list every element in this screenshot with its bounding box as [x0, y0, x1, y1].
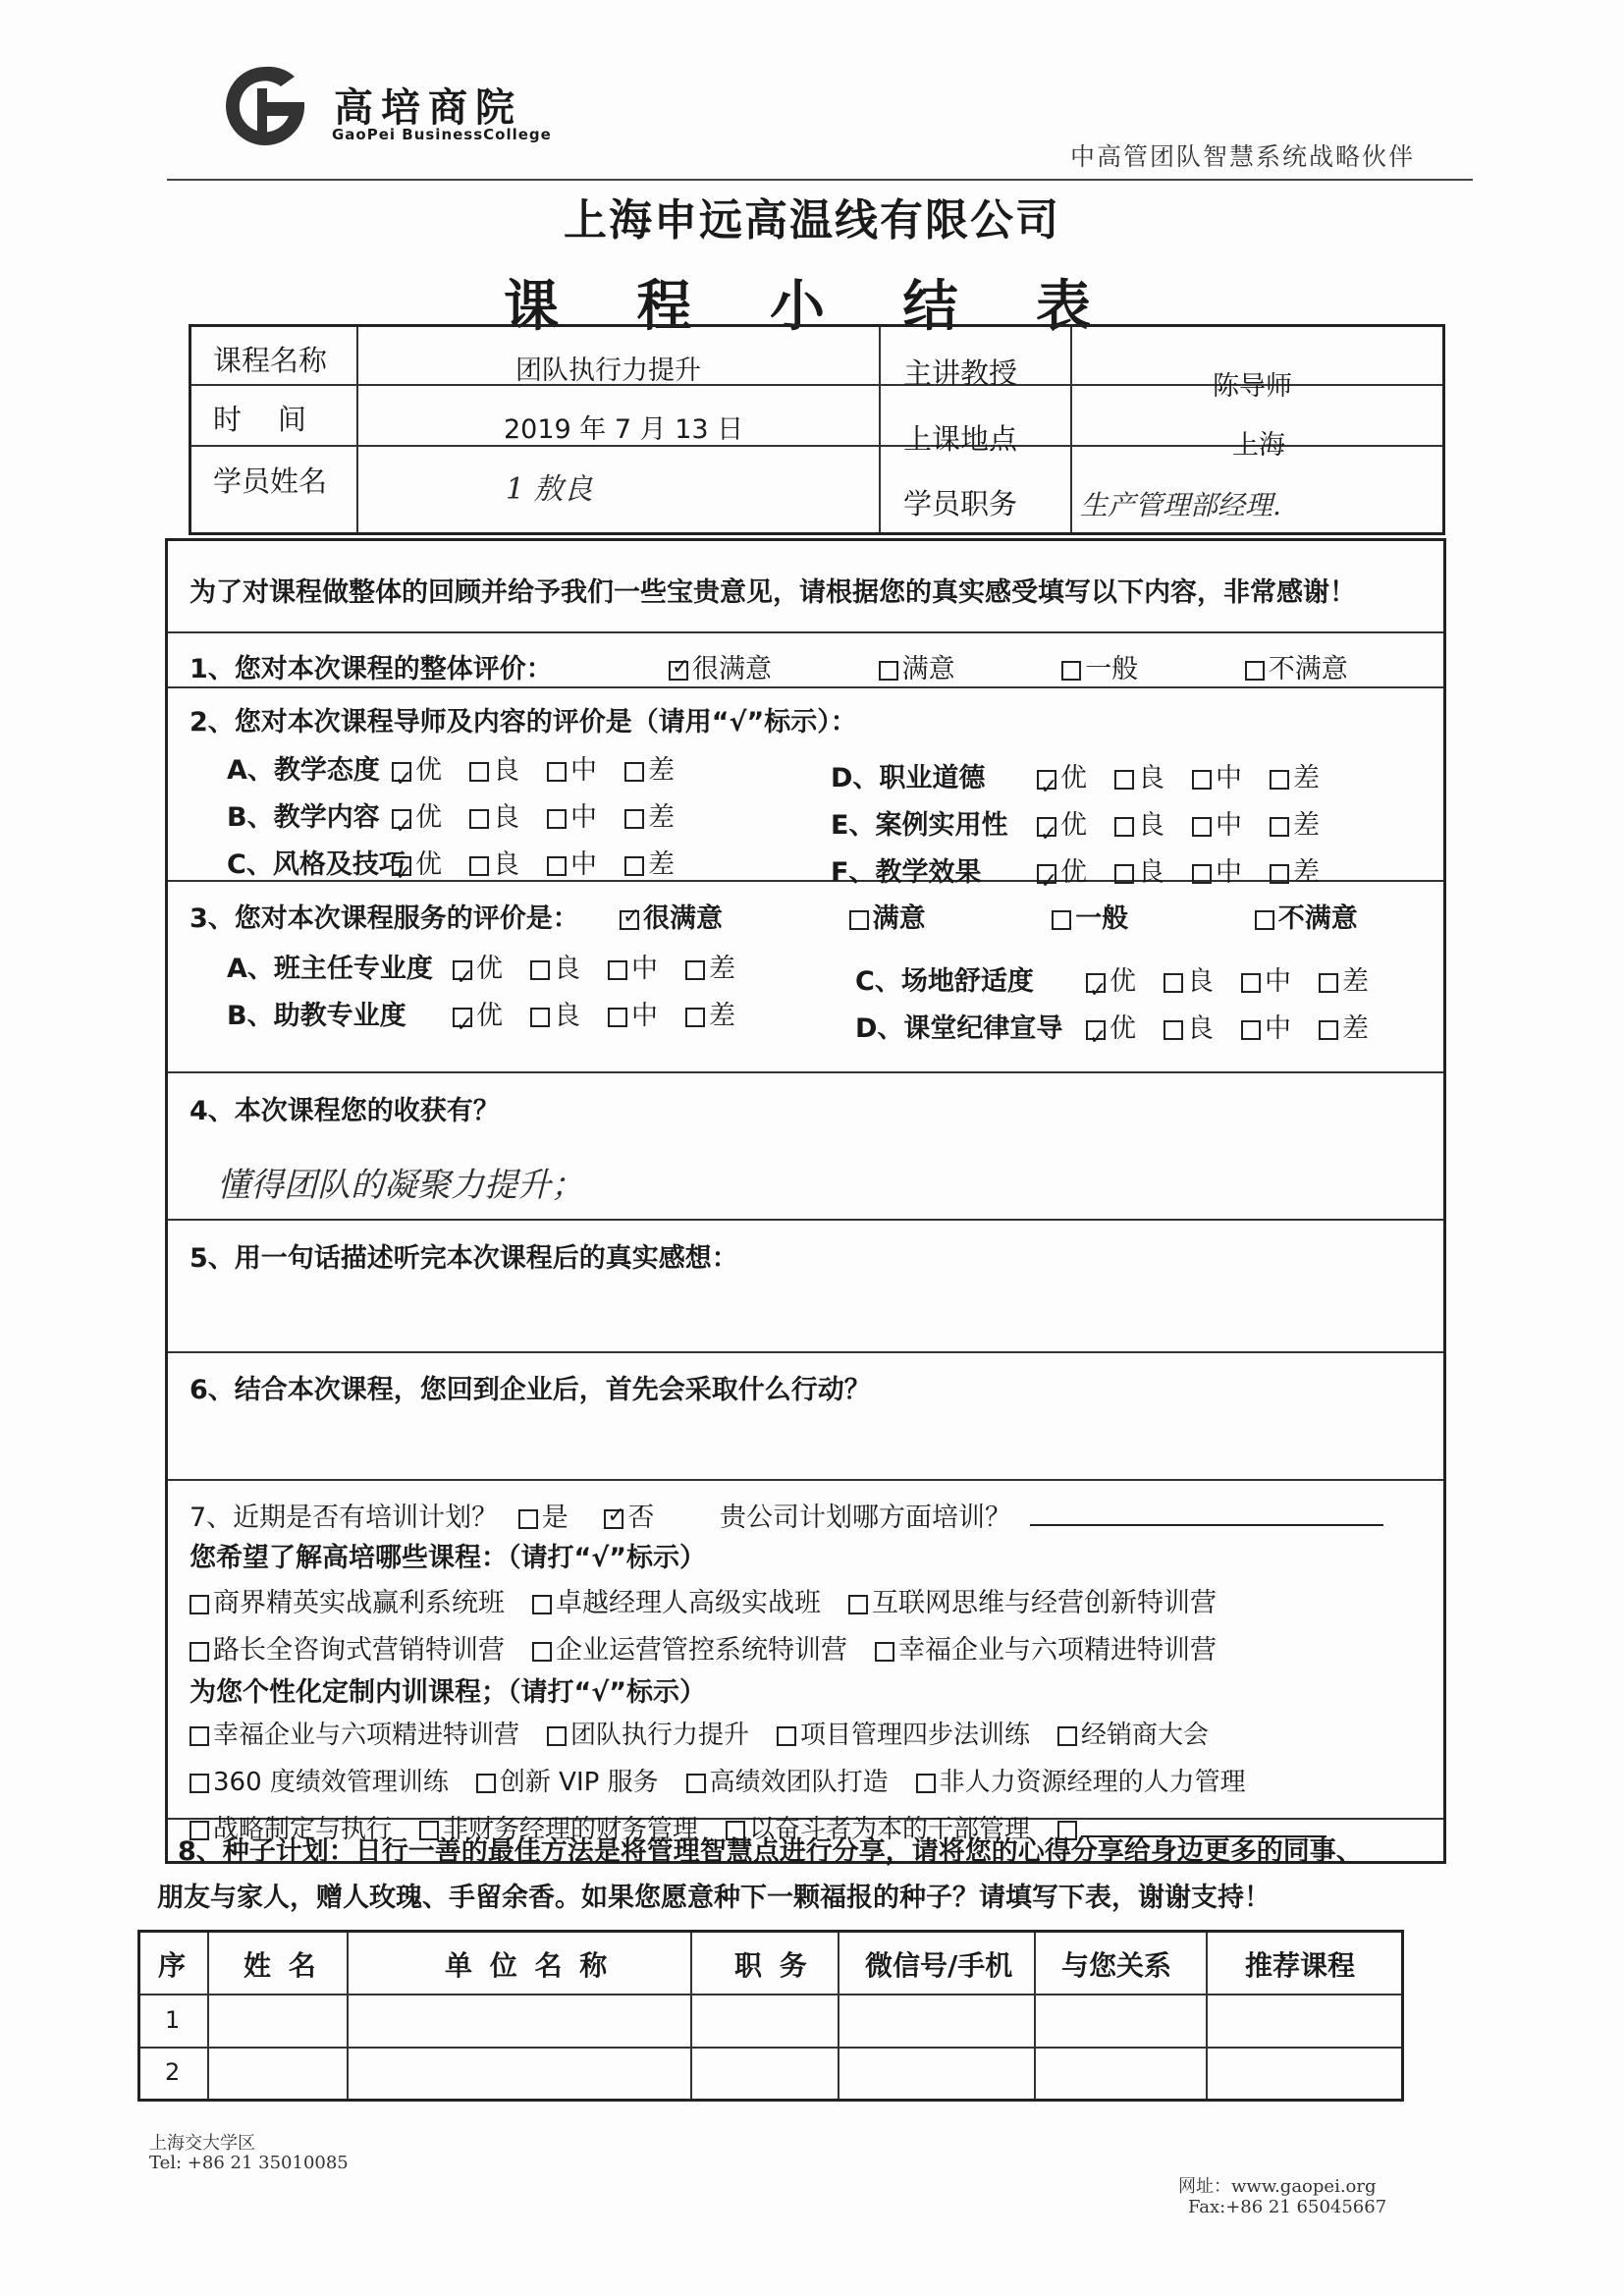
checkbox-icon: [469, 762, 489, 782]
col-course-header: 推荐课程: [1245, 1949, 1356, 1982]
custom-course-option[interactable]: 经销商大会: [1057, 1712, 1209, 1759]
grade-excellent[interactable]: ✓ 优: [1037, 755, 1087, 802]
grade-poor[interactable]: 差: [1270, 802, 1320, 849]
q3-options: [620, 897, 1385, 935]
checkbox-checked-icon: [1037, 817, 1056, 837]
intro-text: 为了对课程做整体的回顾并给予我们一些宝贵意见，请根据您的真实感受填写以下内容，非常感谢！: [189, 577, 1356, 608]
col-name-header: 姓 名: [244, 1949, 320, 1982]
checkbox-icon: [1052, 910, 1071, 930]
grade-poor[interactable]: 差: [1270, 755, 1320, 802]
checkbox-icon: [777, 1726, 796, 1746]
q1-average[interactable]: 一般: [1061, 647, 1138, 685]
grade-good[interactable]: 良: [1164, 958, 1214, 1006]
checkbox-icon: [189, 1642, 209, 1662]
checkbox-icon: [532, 1595, 552, 1614]
checkbox-icon: [608, 1008, 627, 1027]
checkbox-checked-icon: [392, 809, 411, 829]
q2-item-a: A、教学态度✓ 优 良 中 差: [227, 747, 702, 794]
checkbox-icon: [848, 1595, 868, 1614]
grade-poor[interactable]: 差: [624, 794, 675, 842]
checkbox-checked-icon: [392, 762, 411, 782]
grade-poor[interactable]: 差: [1319, 958, 1369, 1006]
lecturer-value: 陈导师: [1213, 371, 1292, 402]
place-value: 上海: [1232, 430, 1285, 461]
q3-unsatisfied[interactable]: 不满意: [1255, 897, 1358, 935]
q5-label: 5、用一句话描述听完本次课程后的真实感想：: [189, 1243, 738, 1274]
table-row-number: 1: [165, 2006, 181, 2034]
header-rule: [167, 179, 1473, 181]
logo-chinese-name: 高培商院: [334, 84, 522, 131]
q3-average[interactable]: 一般: [1052, 897, 1128, 935]
checkbox-icon: [686, 1774, 706, 1793]
checkbox-checked-icon: [620, 910, 639, 930]
student-name-value: 1 敖良: [506, 472, 593, 507]
custom-course-option[interactable]: 高绩效团队打造: [686, 1759, 889, 1806]
lecturer-label: 主讲教授: [903, 356, 1018, 390]
q3-item-c: C、场地舒适度✓ 优 良 中 差: [855, 958, 1396, 1006]
time-label: 时 间: [213, 403, 306, 436]
checkbox-icon: [1114, 864, 1134, 884]
footer-fax: Fax:+86 21 65045667: [1188, 2197, 1387, 2217]
q2-item-f: F、教学效果✓ 优 良 中 差: [831, 849, 1347, 897]
checkbox-icon: [624, 856, 644, 876]
grade-poor[interactable]: 差: [624, 842, 675, 889]
custom-course-option[interactable]: 360 度绩效管理训练: [189, 1759, 449, 1806]
q7-course-list: [189, 1580, 1244, 1674]
checkbox-icon: [685, 1008, 705, 1027]
grade-poor[interactable]: 差: [685, 946, 735, 993]
q1-label: 1、您对本次课程的整体评价：: [189, 654, 553, 684]
custom-course-option[interactable]: 项目管理四步法训练: [777, 1712, 1030, 1759]
survey-form: [165, 538, 1446, 1867]
grade-good[interactable]: 良: [1114, 802, 1164, 849]
grade-poor[interactable]: 差: [685, 993, 735, 1040]
col-title-header: 职 务: [734, 1949, 811, 1982]
q7-plan: [189, 1496, 1383, 1534]
grade-poor[interactable]: 差: [624, 747, 675, 794]
checkbox-checked-icon: [1037, 864, 1056, 884]
q4-answer[interactable]: 懂得团队的凝聚力提升；: [217, 1166, 584, 1205]
checkbox-icon: [1255, 910, 1274, 930]
checkbox-checked-icon: [604, 1509, 623, 1529]
checkbox-icon: [1245, 661, 1265, 681]
custom-course-option[interactable]: 幸福企业与六项精进特训营: [189, 1712, 519, 1759]
course-name-label: 课程名称: [213, 344, 328, 377]
checkbox-checked-icon: [453, 1008, 472, 1027]
col-index-header: 序: [158, 1949, 190, 1982]
grade-good[interactable]: 良: [469, 842, 519, 889]
grade-good[interactable]: 良: [469, 747, 519, 794]
q1-unsatisfied[interactable]: 不满意: [1245, 647, 1348, 685]
course-option[interactable]: 路长全咨询式营销特训营: [189, 1627, 505, 1674]
checkbox-icon: [1061, 661, 1081, 681]
custom-course-option[interactable]: 创新 VIP 服务: [476, 1759, 659, 1806]
custom-course-option[interactable]: 战略制定与执行: [189, 1806, 392, 1853]
col-contact-header: 微信号/手机: [865, 1949, 1013, 1982]
grade-poor[interactable]: 差: [1270, 849, 1320, 897]
checkbox-icon: [547, 856, 567, 876]
checkbox-icon: [1164, 973, 1183, 993]
referral-table: [137, 1930, 1404, 2102]
grade-excellent[interactable]: ✓ 优: [1086, 958, 1136, 1006]
checkbox-icon: [1270, 864, 1289, 884]
grade-good[interactable]: 良: [530, 946, 580, 993]
grade-excellent[interactable]: ✓ 优: [1037, 849, 1087, 897]
student-name-label: 学员姓名: [213, 465, 328, 498]
q7-no[interactable]: ✓ 否: [604, 1496, 654, 1534]
checkbox-icon: [1192, 864, 1212, 884]
checkbox-icon: [547, 809, 567, 829]
course-option[interactable]: 商界精英实战赢利系统班: [189, 1580, 505, 1627]
checkbox-icon: [476, 1774, 496, 1793]
grade-fair[interactable]: 中: [547, 747, 597, 794]
grade-poor[interactable]: 差: [1319, 1006, 1369, 1053]
grade-good[interactable]: 良: [469, 794, 519, 842]
checkbox-icon: [530, 960, 550, 980]
q3-item-b: B、助教专业度✓ 优 良 中 差: [227, 993, 763, 1040]
checkbox-icon: [916, 1774, 936, 1793]
company-name: 上海申远高温线有限公司: [564, 195, 1060, 246]
q3-left-items: [227, 946, 763, 1040]
checkbox-checked-icon: [1037, 770, 1056, 790]
q2-item-d: D、职业道德✓ 优 良 中 差: [831, 755, 1347, 802]
q7-want-label: 您希望了解高培哪些课程：（请打“√”标示）: [189, 1543, 706, 1573]
custom-course-option[interactable]: 非财务经理的财务管理: [419, 1806, 698, 1853]
grade-excellent[interactable]: ✓ 优: [392, 747, 442, 794]
grade-fair[interactable]: 中: [1192, 802, 1242, 849]
place-label: 上课地点: [903, 422, 1018, 456]
footer-address: 上海交大学区: [149, 2133, 255, 2154]
checkbox-icon: [469, 809, 489, 829]
q2-item-c: C、风格及技巧✓ 优 良 中 差: [227, 842, 702, 889]
grade-good[interactable]: 良: [530, 993, 580, 1040]
grade-fair[interactable]: 中: [547, 794, 597, 842]
time-value: 2019 年 7 月 13 日: [504, 414, 744, 445]
q7-which-input[interactable]: [1030, 1524, 1383, 1526]
checkbox-icon: [547, 762, 567, 782]
course-info-table: [189, 324, 1445, 535]
q4-label: 4、本次课程您的收获有？: [189, 1096, 500, 1126]
checkbox-icon: [1319, 1020, 1338, 1040]
checkbox-icon: [1114, 817, 1134, 837]
course-option[interactable]: 幸福企业与六项精进特训营: [875, 1627, 1217, 1674]
grade-excellent[interactable]: ✓ 优: [453, 993, 503, 1040]
checkbox-icon: [1164, 1020, 1183, 1040]
grade-good[interactable]: 良: [1114, 755, 1164, 802]
grade-excellent[interactable]: ✓ 优: [453, 946, 503, 993]
grade-fair[interactable]: 中: [1192, 849, 1242, 897]
footer-tel: Tel: +86 21 35010085: [149, 2153, 349, 2173]
checkbox-icon: [624, 762, 644, 782]
q2-label: 2、您对本次课程导师及内容的评价是（请用“√”标示）：: [189, 707, 857, 738]
checkbox-icon: [1241, 973, 1261, 993]
course-option[interactable]: 企业运营管控系统特训营: [532, 1627, 847, 1674]
checkbox-icon: [189, 1726, 209, 1746]
checkbox-icon: [1192, 770, 1212, 790]
course-name-value: 团队执行力提升: [515, 355, 701, 386]
custom-course-option[interactable]: 以奋斗者为本的干部管理: [726, 1806, 1030, 1853]
checkbox-icon: [532, 1642, 552, 1662]
checkbox-icon: [879, 661, 898, 681]
checkbox-icon: [1319, 973, 1338, 993]
q7-yes[interactable]: 是: [518, 1496, 568, 1534]
checkbox-icon: [189, 1774, 209, 1793]
grade-fair[interactable]: 中: [1192, 755, 1242, 802]
checkbox-icon: [685, 960, 705, 980]
custom-course-option[interactable]: 团队执行力提升: [547, 1712, 749, 1759]
col-relation-header: 与您关系: [1061, 1949, 1172, 1982]
checkbox-icon: [518, 1509, 538, 1529]
checkbox-icon: [1057, 1726, 1077, 1746]
course-option[interactable]: 卓越经理人高级实战班: [532, 1580, 821, 1627]
position-value: 生产管理部经理.: [1080, 489, 1281, 521]
logo-english-name: GaoPei BusinessCollege: [332, 126, 552, 143]
grade-fair[interactable]: 中: [1241, 1006, 1291, 1053]
checkbox-checked-icon: [669, 661, 688, 681]
checkbox-icon: [1192, 817, 1212, 837]
custom-course-option[interactable]: 非人力资源经理的人力管理: [916, 1759, 1246, 1806]
q2-item-b: B、教学内容✓ 优 良 中 差: [227, 794, 702, 842]
grade-excellent[interactable]: ✓ 优: [392, 842, 442, 889]
q6-label: 6、结合本次课程，您回到企业后，首先会采取什么行动？: [189, 1375, 871, 1405]
q2-item-e: E、案例实用性✓ 优 良 中 差: [831, 802, 1347, 849]
grade-fair[interactable]: 中: [608, 946, 658, 993]
checkbox-icon: [547, 1726, 567, 1746]
table-row-number: 2: [165, 2058, 181, 2086]
q1-very-satisfied[interactable]: ✓ 很满意: [669, 647, 772, 685]
page-title: 课 程 小 结 表: [504, 275, 1120, 339]
grade-fair[interactable]: 中: [1241, 958, 1291, 1006]
checkbox-icon: [1270, 817, 1289, 837]
grade-fair[interactable]: 中: [608, 993, 658, 1040]
checkbox-checked-icon: [1086, 973, 1106, 993]
q7-which-label: 贵公司计划哪方面培训？: [719, 1503, 1011, 1533]
q7-label: 7、近期是否有培训计划？: [189, 1503, 499, 1533]
q8-line2: 朋友与家人，赠人玫瑰、手留余香。如果您愿意种下一颗福报的种子？请填写下表，谢谢支持！: [157, 1883, 1271, 1913]
checkbox-icon: [1241, 1020, 1261, 1040]
checkbox-checked-icon: [1086, 1020, 1106, 1040]
partner-tagline: 中高管团队智慧系统战略伙伴: [1070, 142, 1416, 171]
checkbox-icon: [1270, 770, 1289, 790]
q2-right-items: [831, 755, 1347, 897]
q3-right-items: [855, 958, 1396, 1053]
checkbox-icon: [469, 856, 489, 876]
position-label: 学员职务: [903, 487, 1018, 520]
q2-left-items: [227, 747, 702, 889]
checkbox-icon: [875, 1642, 894, 1662]
checkbox-icon: [1114, 770, 1134, 790]
checkbox-icon: [849, 910, 869, 930]
course-option[interactable]: 互联网思维与经营创新特训营: [848, 1580, 1217, 1627]
gaopei-logo-icon: [206, 59, 324, 149]
q3-item-a: A、班主任专业度✓ 优 良 中 差: [227, 946, 763, 993]
q3-label: 3、您对本次课程服务的评价是：: [189, 903, 579, 934]
checkbox-checked-icon: [392, 856, 411, 876]
q3-item-d: D、课堂纪律宣导✓ 优 良 中 差: [855, 1006, 1396, 1053]
col-company-header: 单 位 名 称: [445, 1949, 612, 1982]
checkbox-icon: [530, 1008, 550, 1027]
grade-excellent[interactable]: ✓ 优: [392, 794, 442, 842]
q1-satisfied[interactable]: 满意: [879, 647, 955, 685]
footer-website[interactable]: 网址：www.gaopei.org: [1178, 2176, 1377, 2197]
grade-good[interactable]: 良: [1164, 1006, 1214, 1053]
q7-custom-label: 为您个性化定制内训课程；（请打“√”标示）: [189, 1677, 706, 1708]
grade-excellent[interactable]: ✓ 优: [1037, 802, 1087, 849]
q3-satisfied[interactable]: 满意: [849, 897, 926, 935]
q8-line1: 8、种子计划：日行一善的最佳方法是将管理智慧点进行分享，请将您的心得分享给身边更多的同事、: [178, 1836, 1363, 1867]
q3-very-satisfied[interactable]: ✓ 很满意: [620, 897, 723, 935]
checkbox-icon: [624, 809, 644, 829]
checkbox-icon: [608, 960, 627, 980]
grade-good[interactable]: 良: [1114, 849, 1164, 897]
checkbox-icon: [189, 1595, 209, 1614]
q1-options: [669, 647, 1376, 685]
grade-excellent[interactable]: ✓ 优: [1086, 1006, 1136, 1053]
grade-fair[interactable]: 中: [547, 842, 597, 889]
checkbox-checked-icon: [453, 960, 472, 980]
